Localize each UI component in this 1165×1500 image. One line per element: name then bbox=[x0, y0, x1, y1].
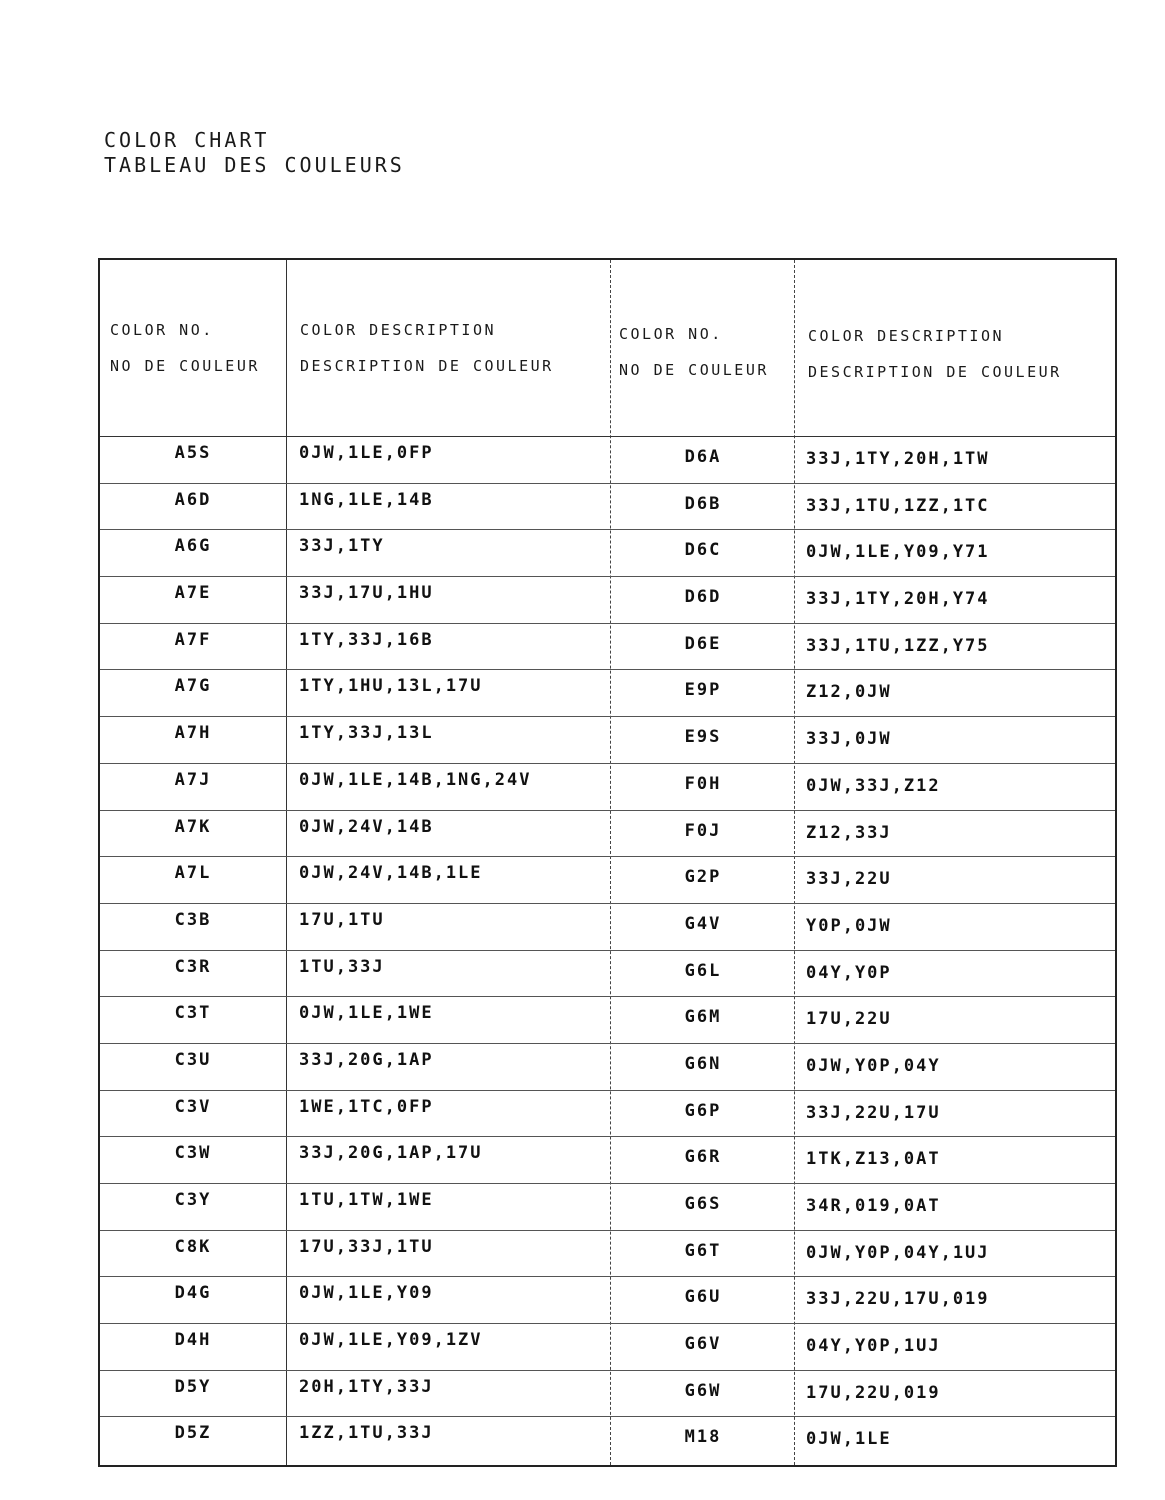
color-number-right: G6U bbox=[684, 1287, 722, 1308]
color-number-right: D6A bbox=[684, 447, 722, 467]
color-chart-table bbox=[98, 258, 1117, 1467]
color-description-right: 33J,22U,17U,019 bbox=[806, 1289, 990, 1310]
header-label: COLOR NO. bbox=[619, 325, 723, 343]
color-description-right: Z12,0JW bbox=[806, 682, 892, 703]
color-description-right: 0JW,1LE,Y09,Y71 bbox=[806, 542, 990, 563]
table-header bbox=[100, 260, 1115, 437]
table-row bbox=[100, 624, 1115, 671]
title-english: COLOR CHART bbox=[104, 128, 270, 152]
color-description-right: 1TK,Z13,0AT bbox=[806, 1149, 941, 1170]
color-number-right: E9P bbox=[684, 680, 722, 701]
color-description-left: 0JW,1LE,Y09,1ZV bbox=[299, 1330, 483, 1351]
table-row bbox=[100, 951, 1115, 998]
color-number-right: G6S bbox=[684, 1194, 722, 1214]
color-number-right: G2P bbox=[684, 867, 722, 888]
header-color-no-left bbox=[110, 312, 260, 384]
color-number-right: F0H bbox=[684, 773, 722, 794]
color-number-left: A6G bbox=[174, 536, 212, 557]
header-color-no-right bbox=[619, 316, 769, 388]
color-number-right: G6T bbox=[684, 1240, 722, 1261]
color-description-left: 0JW,24V,14B,1LE bbox=[299, 863, 483, 884]
color-description-left: 0JW,1LE,1WE bbox=[299, 1003, 434, 1024]
color-description-left: 1NG,1LE,14B bbox=[299, 489, 434, 510]
table-row bbox=[100, 997, 1115, 1044]
color-number-right: G6W bbox=[684, 1380, 722, 1401]
color-description-right: 33J,1TU,1ZZ,1TC bbox=[806, 495, 990, 516]
color-description-right: 33J,1TU,1ZZ,Y75 bbox=[806, 635, 990, 656]
color-description-left: 1TU,33J bbox=[299, 956, 385, 977]
color-description-right: 33J,1TY,20H,Y74 bbox=[806, 589, 990, 610]
color-description-left: 0JW,24V,14B bbox=[299, 816, 434, 837]
color-description-left: 33J,17U,1HU bbox=[299, 583, 434, 604]
table-row bbox=[100, 764, 1115, 811]
table-row bbox=[100, 1231, 1115, 1278]
color-number-left: A7L bbox=[174, 863, 212, 884]
color-description-left: 1TY,33J,16B bbox=[299, 629, 434, 650]
color-number-left: D4G bbox=[174, 1283, 212, 1304]
color-description-right: 33J,1TY,20H,1TW bbox=[806, 449, 990, 469]
color-number-right: G6L bbox=[684, 960, 722, 981]
color-number-right: D6D bbox=[684, 587, 722, 608]
color-number-left: A7J bbox=[174, 769, 212, 790]
color-description-left: 33J,1TY bbox=[299, 536, 385, 557]
color-number-left: C8K bbox=[174, 1236, 212, 1257]
color-number-left: A7H bbox=[174, 723, 212, 744]
color-number-right: E9S bbox=[684, 727, 722, 748]
color-description-left: 0JW,1LE,0FP bbox=[299, 443, 434, 463]
color-description-right: 33J,22U,17U bbox=[806, 1102, 941, 1123]
color-description-right: 0JW,33J,Z12 bbox=[806, 775, 941, 796]
color-number-right: G6M bbox=[684, 1007, 722, 1028]
color-number-left: D5Z bbox=[174, 1423, 212, 1444]
table-row bbox=[100, 717, 1115, 764]
color-description-right: 33J,0JW bbox=[806, 729, 892, 750]
document-title bbox=[104, 128, 405, 178]
table-row bbox=[100, 811, 1115, 858]
color-description-right: 17U,22U,019 bbox=[806, 1382, 941, 1403]
color-description-left: 1WE,1TC,0FP bbox=[299, 1096, 434, 1117]
header-label: COLOR DESCRIPTION bbox=[300, 321, 497, 339]
header-color-description-left bbox=[300, 312, 554, 384]
color-number-right: D6C bbox=[684, 540, 722, 561]
color-description-right: 17U,22U bbox=[806, 1009, 892, 1030]
table-row bbox=[100, 437, 1115, 484]
color-description-left: 1TY,1HU,13L,17U bbox=[299, 676, 483, 697]
color-description-left: 0JW,1LE,Y09 bbox=[299, 1283, 434, 1304]
color-description-left: 17U,1TU bbox=[299, 909, 385, 930]
table-row bbox=[100, 577, 1115, 624]
table-row bbox=[100, 1417, 1115, 1464]
color-number-left: D4H bbox=[174, 1330, 212, 1351]
color-description-right: Z12,33J bbox=[806, 822, 892, 843]
table-row bbox=[100, 484, 1115, 531]
color-description-left: 0JW,1LE,14B,1NG,24V bbox=[299, 769, 532, 790]
color-description-right: 33J,22U bbox=[806, 869, 892, 890]
color-number-left: C3V bbox=[174, 1096, 212, 1117]
color-number-left: C3Y bbox=[174, 1190, 212, 1210]
table-row bbox=[100, 1277, 1115, 1324]
table-row bbox=[100, 530, 1115, 577]
header-label: DESCRIPTION DE COULEUR bbox=[808, 363, 1062, 381]
color-description-right: 04Y,Y0P,1UJ bbox=[806, 1336, 941, 1357]
color-number-right: G6V bbox=[684, 1334, 722, 1355]
color-number-left: C3B bbox=[174, 909, 212, 930]
color-description-left: 33J,20G,1AP bbox=[299, 1049, 434, 1070]
table-row bbox=[100, 1184, 1115, 1231]
color-number-right: D6B bbox=[684, 493, 722, 514]
color-description-right: 0JW,Y0P,04Y,1UJ bbox=[806, 1242, 990, 1263]
color-number-left: A5S bbox=[174, 443, 212, 463]
table-row bbox=[100, 1371, 1115, 1418]
color-number-left: A7F bbox=[174, 629, 212, 650]
color-number-right: F0J bbox=[684, 820, 722, 841]
color-description-right: 34R,019,0AT bbox=[806, 1196, 941, 1216]
table-row bbox=[100, 1137, 1115, 1184]
color-description-left: 1TY,33J,13L bbox=[299, 723, 434, 744]
color-description-left: 20H,1TY,33J bbox=[299, 1376, 434, 1397]
title-french: TABLEAU DES COULEURS bbox=[104, 153, 405, 177]
color-number-left: D5Y bbox=[174, 1376, 212, 1397]
color-number-right: M18 bbox=[684, 1427, 722, 1448]
table-row bbox=[100, 1091, 1115, 1138]
color-number-left: C3W bbox=[174, 1143, 212, 1164]
color-description-right: 04Y,Y0P bbox=[806, 962, 892, 983]
color-description-right: Y0P,0JW bbox=[806, 915, 892, 936]
color-number-right: G6P bbox=[684, 1100, 722, 1121]
table-body bbox=[100, 437, 1115, 1464]
color-number-left: C3R bbox=[174, 956, 212, 977]
table-row bbox=[100, 1324, 1115, 1371]
table-row bbox=[100, 670, 1115, 717]
color-description-right: 0JW,1LE bbox=[806, 1429, 892, 1450]
header-color-description-right bbox=[808, 318, 1062, 390]
table-row bbox=[100, 1044, 1115, 1091]
color-number-right: G6N bbox=[684, 1053, 722, 1074]
color-number-left: A7K bbox=[174, 816, 212, 837]
header-label: NO DE COULEUR bbox=[110, 357, 260, 375]
color-description-left: 33J,20G,1AP,17U bbox=[299, 1143, 483, 1164]
table-row bbox=[100, 857, 1115, 904]
color-description-left: 1ZZ,1TU,33J bbox=[299, 1423, 434, 1444]
color-number-left: A7G bbox=[174, 676, 212, 697]
header-label: NO DE COULEUR bbox=[619, 361, 769, 379]
header-label: COLOR NO. bbox=[110, 321, 214, 339]
color-description-left: 1TU,1TW,1WE bbox=[299, 1190, 434, 1210]
color-number-left: C3U bbox=[174, 1049, 212, 1070]
color-number-right: G4V bbox=[684, 913, 722, 934]
color-description-right: 0JW,Y0P,04Y bbox=[806, 1055, 941, 1076]
header-label: DESCRIPTION DE COULEUR bbox=[300, 357, 554, 375]
color-number-right: G6R bbox=[684, 1147, 722, 1168]
color-number-left: C3T bbox=[174, 1003, 212, 1024]
table-row bbox=[100, 904, 1115, 951]
color-number-left: A6D bbox=[174, 489, 212, 510]
color-number-left: A7E bbox=[174, 583, 212, 604]
color-description-left: 17U,33J,1TU bbox=[299, 1236, 434, 1257]
header-label: COLOR DESCRIPTION bbox=[808, 327, 1005, 345]
color-number-right: D6E bbox=[684, 633, 722, 654]
